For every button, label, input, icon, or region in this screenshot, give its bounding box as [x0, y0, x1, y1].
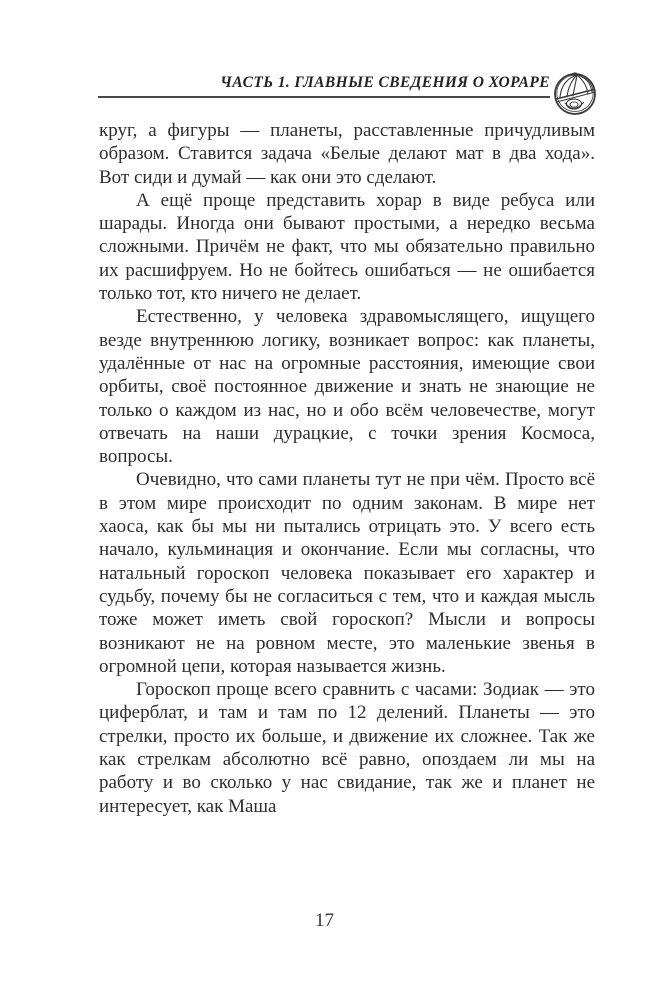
paragraph: А ещё проще представить хорар в виде ребуса или шарады. Иногда они бывают простыми, а нередко весьма сложными. Причём не факт, что мы обязательно правильно их расшифруем. Но не бойтесь ошибаться — не ошибается только тот, кто ничего не делает.	[99, 189, 595, 305]
body-text	[99, 119, 595, 818]
header-rule	[98, 96, 550, 98]
page-number: 17	[315, 910, 334, 931]
sphere-emblem-icon	[552, 70, 598, 116]
paragraph: Гороскоп проще всего сравнить с часами: Зодиак — это циферблат, и там и там по 12 делений. Планеты — это стрелки, просто их больше, и движение их сложнее. Так же как стрелкам абсолютно всё равно, опоздаем ли мы на работу и во сколько у нас свидание, так же и планет не интересует, как Маша	[99, 679, 595, 817]
running-head: ЧАСТЬ 1. ГЛАВНЫЕ СВЕДЕНИЯ О ХОРАРЕ	[220, 74, 550, 91]
paragraph: круг, а фигуры — планеты, расставленные причудливым образом. Ставится задача «Белые делают мат в два хода». Вот сиди и думай — как они это сделают.	[99, 120, 595, 188]
paragraph: Естественно, у человека здравомыслящего, ищущего везде внутреннюю логику, возникает вопрос: как планеты, удалённые от нас на огромные расстояния, имеющие свои орбиты, своё постоянное движение и знать не знающие не только о каждом из нас, но и обо всём человечестве, могут отвечать на наши дурацкие, с точки зрения Космоса, вопросы.	[99, 306, 595, 468]
paragraph: Очевидно, что сами планеты тут не при чём. Просто всё в этом мире происходит по одним законам. В мире нет хаоса, как бы мы ни пытались отрицать это. У всего есть начало, кульминация и окончание. Если мы согласны, что натальный гороскоп человека показывает его характер и судьбу, почему бы не согласиться с тем, что и каждая мысль тоже может иметь свой гороскоп? Мысли и вопросы возникают не на ровном месте, это маленькие звенья в огромной цепи, которая называется жизнь.	[99, 469, 595, 677]
